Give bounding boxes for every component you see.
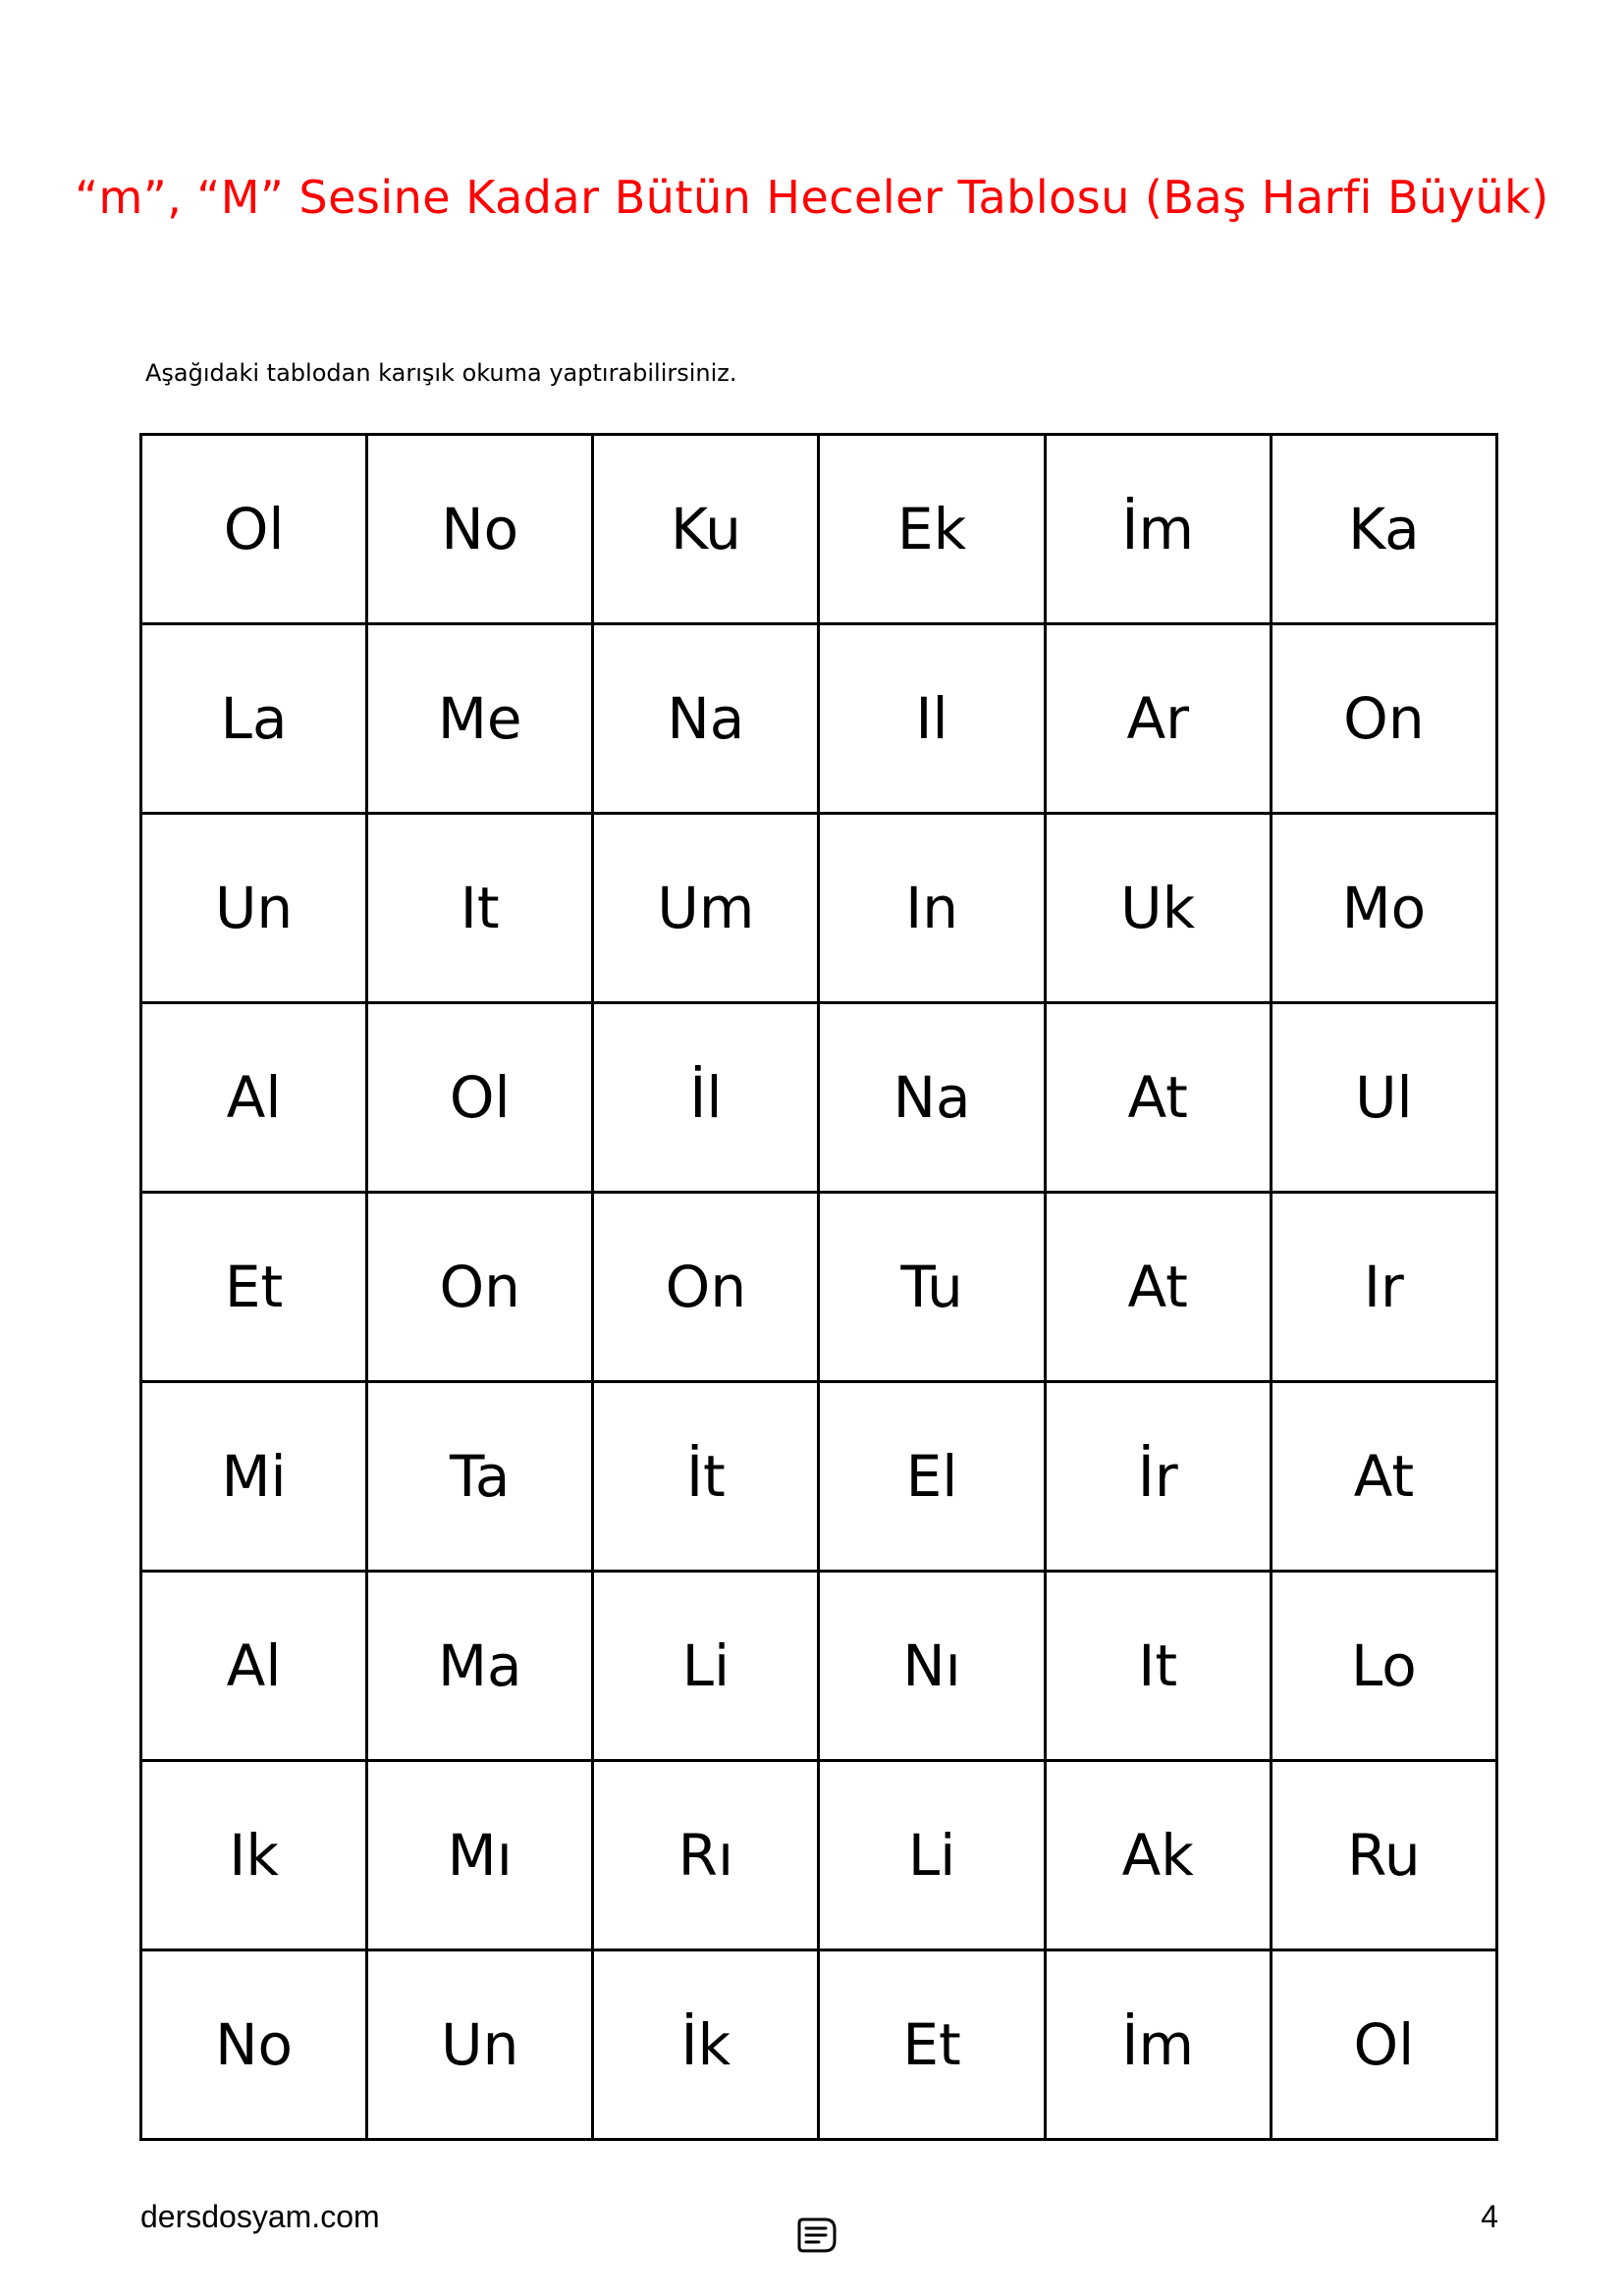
footer-site-link[interactable]: dersdosyam.com: [140, 2199, 380, 2234]
syllable-cell: Et: [819, 1950, 1045, 2140]
syllable-cell: Um: [593, 814, 819, 1003]
syllable-cell: In: [819, 814, 1045, 1003]
syllable-cell: Me: [367, 624, 593, 814]
syllable-cell: İm: [1045, 435, 1271, 624]
syllable-cell: Uk: [1045, 814, 1271, 1003]
syllable-cell: Ul: [1271, 1003, 1496, 1193]
syllable-cell: İk: [593, 1950, 819, 2140]
instruction-text: Aşağıdaki tablodan karışık okuma yaptırabilirsiniz.: [145, 359, 737, 387]
syllable-cell: On: [1271, 624, 1496, 814]
syllable-cell: Ar: [1045, 624, 1271, 814]
syllable-cell: İl: [593, 1003, 819, 1193]
syllable-cell: At: [1045, 1193, 1271, 1382]
syllable-cell: Ka: [1271, 435, 1496, 624]
syllable-cell: Un: [141, 814, 367, 1003]
syllable-cell: Ol: [141, 435, 367, 624]
table-row: [141, 1003, 1497, 1193]
syllable-cell: Ol: [367, 1003, 593, 1193]
syllable-cell: Ku: [593, 435, 819, 624]
syllable-cell: Li: [819, 1761, 1045, 1950]
syllable-cell: Ak: [1045, 1761, 1271, 1950]
table-row: [141, 1193, 1497, 1382]
syllable-cell: Ta: [367, 1382, 593, 1572]
syllable-cell: Mo: [1271, 814, 1496, 1003]
syllable-cell: La: [141, 624, 367, 814]
syllable-cell: At: [1271, 1382, 1496, 1572]
table-row: [141, 435, 1497, 624]
syllable-cell: Ma: [367, 1572, 593, 1761]
table-row: [141, 1761, 1497, 1950]
table-row: [141, 814, 1497, 1003]
syllable-cell: Il: [819, 624, 1045, 814]
syllable-cell: It: [367, 814, 593, 1003]
table-row: [141, 624, 1497, 814]
syllable-cell: Ru: [1271, 1761, 1496, 1950]
syllable-cell: It: [1045, 1572, 1271, 1761]
syllable-cell: Mı: [367, 1761, 593, 1950]
syllable-cell: Ik: [141, 1761, 367, 1950]
syllable-cell: Al: [141, 1003, 367, 1193]
syllable-table: [139, 433, 1498, 2141]
syllable-cell: Rı: [593, 1761, 819, 1950]
table-row: [141, 1572, 1497, 1761]
syllable-cell: İt: [593, 1382, 819, 1572]
syllable-cell: On: [593, 1193, 819, 1382]
syllable-cell: Lo: [1271, 1572, 1496, 1761]
syllable-cell: Ol: [1271, 1950, 1496, 2140]
syllable-cell: Na: [819, 1003, 1045, 1193]
syllable-cell: Nı: [819, 1572, 1045, 1761]
syllable-cell: At: [1045, 1003, 1271, 1193]
syllable-cell: Ek: [819, 435, 1045, 624]
syllable-cell: No: [141, 1950, 367, 2140]
page-title: “m”, “M” Sesine Kadar Bütün Heceler Tablosu (Baş Harfi Büyük): [75, 171, 1549, 224]
syllable-cell: Un: [367, 1950, 593, 2140]
syllable-cell: Na: [593, 624, 819, 814]
document-list-icon: [795, 2216, 839, 2255]
syllable-cell: On: [367, 1193, 593, 1382]
syllable-cell: No: [367, 435, 593, 624]
syllable-cell: İm: [1045, 1950, 1271, 2140]
syllable-cell: Li: [593, 1572, 819, 1761]
table-row: [141, 1382, 1497, 1572]
syllable-cell: Mi: [141, 1382, 367, 1572]
syllable-cell: Tu: [819, 1193, 1045, 1382]
syllable-cell: El: [819, 1382, 1045, 1572]
syllable-cell: Et: [141, 1193, 367, 1382]
syllable-cell: Ir: [1271, 1193, 1496, 1382]
page-number: 4: [1481, 2199, 1498, 2234]
table-row: [141, 1950, 1497, 2140]
syllable-cell: İr: [1045, 1382, 1271, 1572]
syllable-cell: Al: [141, 1572, 367, 1761]
